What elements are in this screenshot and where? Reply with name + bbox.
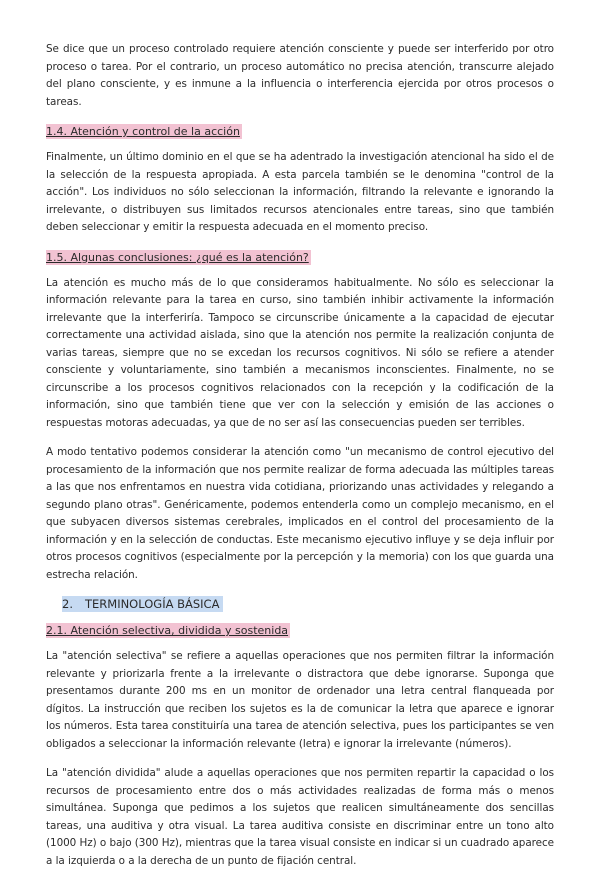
paragraph-conclusiones-1: La atención es mucho más de lo que consideramos habitualmente. No sólo es seleccionar la información relevante para la tarea en curso, sino también inhibir activamente la información irrelevante que la interferiría. Tampoco se circunscribe únicamente a la capacidad de ejecutar correctamente una actividad aislada, sino que la atención nos permite la realización conjunta de varias tareas, siempre que no se excedan los recursos cognitivos. Ni sólo se refiere a atender consciente y voluntariamente, sino también a mecanismos inconscientes. Finalmente, no se circunscribe a los procesos cognitivos relacionados con la recepción y la codificación de la información, sino que también tiene que ver con la selección y emisión de las acciones o respuestas motoras adecuadas, ya que de no ser así las consecuencias pueden ser terribles. [46,276,554,429]
paragraph-atencion-dividida: La "atención dividida" alude a aquellas operaciones que nos permiten repartir la capacidad o los recursos de procesamiento entre dos o más actividades realizadas de forma más o menos simultánea. Suponga que pedimos a los sujetos que realicen simultáneamente dos sencillas tareas, una auditiva y otra visual. La tarea auditiva consiste en discriminar entre un tono alto (1000 Hz) o bajo (300 Hz), mientras que la tarea visual consiste en indicar si un cuadrado aparece a la izquierda o a la derecha de un punto de fijación central. [46,767,554,867]
heading-1-5 [46,249,554,266]
heading-2-highlight [62,596,223,612]
heading-2-title: TERMINOLOGÍA BÁSICA [84,597,220,611]
heading-2-1-text: 2.1. Atención selectiva, dividida y sostenida [46,624,289,637]
heading-1-5-text: 1.5. Algunas conclusiones: ¿qué es la atención? [46,250,309,264]
paragraph-intro: Se dice que un proceso controlado requiere atención consciente y puede ser interferido por otro proceso o tarea. Por el contrario, un proceso automático no precisa atención, transcurre alejado del plano consciente, y es inmune a la influencia o interferencia ejercida por otros procesos o tareas. [46,43,554,108]
heading-2-number: 2. [62,597,73,611]
heading-2-1 [46,622,554,639]
paragraph-control-accion: Finalmente, un último dominio en el que se ha adentrado la investigación atencional ha sido el de la selección de la respuesta apropiada. A esta parcela también se le denomina "control de la acción". Los individuos no sólo seleccionan la información, filtrando la relevante e ignorando la irrelevante, o distribuyen sus limitados recursos atencionales entre tareas, sino que también deben seleccionar y emitir la respuesta adecuada en el momento preciso. [46,151,554,233]
heading-2 [46,596,554,613]
heading-1-4-text: 1.4. Atención y control de la acción [46,125,240,138]
paragraph-atencion-selectiva: La "atención selectiva" se refiere a aquellas operaciones que nos permiten filtrar la información relevante y priorizarla frente a la irrelevante o distractora que debe ignorarse. Suponga que presentamos durante 200 ms en un monitor de ordenador una letra central flanqueada por dígitos. La instrucción que reciben los sujetos es la de comunicar la letra que aparece e ignorar los números. Esta tarea constituiría una tarea de atención selectiva, pues los participantes se ven obligados a seleccionar la información relevante (letra) e ignorar la irrelevante (números). [46,650,554,750]
paragraph-conclusiones-2: A modo tentativo podemos considerar la atención como "un mecanismo de control ejecutivo del procesamiento de la información que nos permite realizar de forma adecuada las múltiples tareas a las que nos enfrentamos en nuestra vida cotidiana, priorizando unas actividades y relegando a segundo plano otras". Genéricamente, podemos entenderla como un complejo mecanismo, en el que subyacen diversos sistemas cerebrales, implicados en el control del procesamiento de la información y en la selección de conductas. Este mecanismo ejecutivo influye y se deja influir por otros procesos cognitivos (especialmente por la percepción y la memoria) con los que guarda una estrecha relación. [46,446,554,581]
heading-1-4 [46,123,554,140]
